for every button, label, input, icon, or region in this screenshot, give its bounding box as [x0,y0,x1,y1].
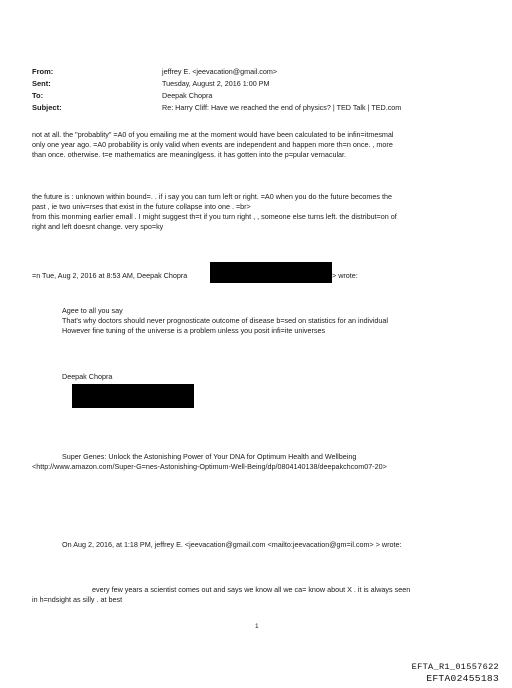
quote-line2: That's why doctors should never prognosticate outcome of disease b=sed on statistics for an individual [62,316,388,325]
quote-line1: Agee to all you say [62,306,123,315]
bates-number-1: EFTA_R1_01557622 [411,662,499,672]
signature-name: Deepak Chopra [62,372,113,381]
second-quote-intro: On Aug 2, 2016, at 1:18 PM, jeffrey E. <jeevacation@gmail.com <mailto:jeevacation@gm=il.com> > wrote: [62,540,402,549]
last-line1: every few years a scientist comes out and says we know all we ca= know about X . it is always seen [92,585,411,594]
to-label: To: [32,91,44,100]
page-number: 1 [255,623,259,630]
para1-line2: only one year ago. =A0 probability is only valid when events are independent and happen more th=n once. , more [32,140,393,149]
para2-line4: right and left doesnt change. very spo=ky [32,222,164,231]
redaction-email-1 [210,262,332,283]
para2-line3: from this monrning earlier emall . I might suggest th=t if you turn right , , someone else turns left. the distribut=on of [32,212,397,221]
last-line2: in h=ndsight as silly . at best [32,595,123,604]
redaction-signature [72,384,194,408]
from-label: From: [32,67,54,76]
quote-intro-left: =n Tue, Aug 2, 2016 at 8:53 AM, Deepak Chopra [32,271,188,280]
subject-value: Re: Harry Cliff: Have we reached the end of physics? | TED Talk | TED.com [162,103,402,112]
to-value: Deepak Chopra [162,91,213,100]
subject-label: Subject: [32,103,62,112]
from-value: jeffrey E. <jeevacation@gmail.com> [162,67,278,76]
book-link: <http://www.amazon.com/Super-G=nes-Astonishing-Optimum-Well-Being/dp/0804140138/deepakchcom07-20> [32,462,387,471]
quote-line3: However fine tuning of the universe is a problem unless you posit infi=ite universes [62,326,326,335]
quote-intro-right: > wrote: [332,271,358,280]
para2-line2: past , ie two univ=rses that exist in the future collapse into one . =br> [32,202,251,211]
book-title: Super Genes: Unlock the Astonishing Power of Your DNA for Optimum Health and Wellbeing [62,452,357,461]
sent-value: Tuesday, August 2, 2016 1:00 PM [162,79,270,88]
para1-line3: than once. otherwise. t=e mathematics are meaninglgess. it has gotten into the p=pular vernacular. [32,150,347,159]
bates-number-2: EFTA02455183 [426,673,499,684]
para1-line1: not at all. the "probablity" =A0 of you emailing me at the moment would have been calculated to be infin=itmesmal [32,130,394,139]
sent-label: Sent: [32,79,51,88]
para2-line1: the future is : unknown within bound=. . if i say you can turn left or right. =A0 when you do the future becomes the [32,192,392,201]
